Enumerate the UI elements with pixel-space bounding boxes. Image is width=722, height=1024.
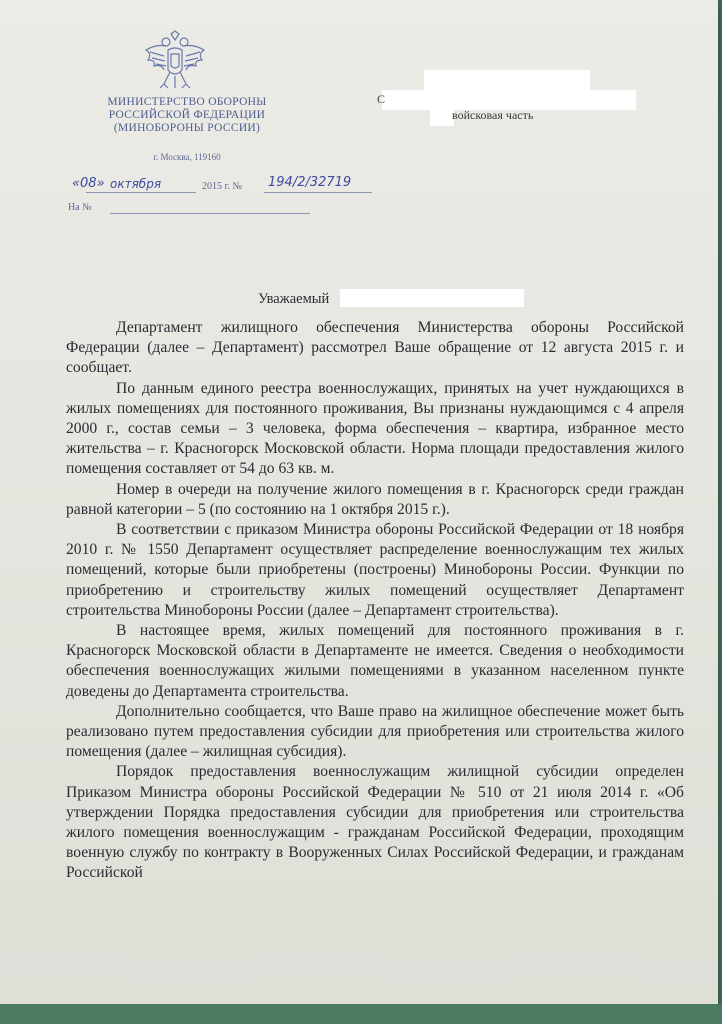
body-paragraph: Департамент жилищного обеспечения Министерства обороны Российской Федерации (далее – Департамент) рассмотрел Ваше обращение от 12 августа 2015 г. и сообщает. [66,319,684,377]
ministry-name-block [92,96,282,135]
ministry-line-2: РОССИЙСКОЙ ФЕДЕРАЦИИ [108,109,266,121]
body-paragraph: Дополнительно сообщается, что Ваше право на жилищное обеспечение может быть реализовано путем предоставления субсидии для приобретения или строительства жилого помещения (далее – жилищная субсидия). [66,702,684,761]
redaction-block [340,289,524,307]
ministry-line-1: МИНИСТЕРСТВО ОБОРОНЫ [107,96,267,108]
handwritten-month: октября [110,177,162,191]
body-paragraph: Порядок предоставления военнослужащим жилищной субсидии определен Приказом Министра обороны Российской Федерации № 510 от 21 июля 2014 г. «Об утверждении Порядка предоставления субсидии для приобретения или строительства жилого помещения военнослужащим - гражданам Российской Федерации, проходящим военную службу по контракту в Вооруженных Силах Российской Федерации, и гражданам Российской [66,763,684,882]
ministry-line-3: (МИНОБОРОНЫ РОССИИ) [113,122,261,134]
background-surface [0,1004,722,1024]
redaction-block [424,70,590,90]
body-paragraph: Номер в очереди на получение жилого помещения в г. Красногорск среди граждан равной категории – 5 (по состоянию на 1 октября 2015 г.). [66,480,684,518]
date-number-line [68,175,388,198]
recipient-initial: С [377,92,386,106]
date-underline [86,192,196,193]
letter-body [66,318,684,884]
redaction-block [382,90,636,110]
reference-line [68,202,328,216]
handwritten-day: «08» [72,176,105,191]
salutation: Уважаемый [258,291,330,307]
body-paragraph: В соответствии с приказом Министра обороны Российской Федерации от 18 ноября 2010 г. № 1550 Департамент осуществляет распределение военнослужащим тех жилых помещений, которые были приобретены (построены) Минобороны России. Функции по приобретению и строительству жилых помещений осуществляет Департамент строительства Минобороны России (далее – Департамент строительства). [66,521,684,619]
reference-underline [110,213,310,214]
double-headed-eagle-emblem-icon [140,30,210,92]
year-and-number-label: 2015 г. № [202,181,243,192]
body-paragraph: В настоящее время, жилых помещений для постоянного проживания в г. Красногорск Московской области в Департаменте не имеется. Сведения о необходимости обеспечения военнослужащих жилыми помещениями в указанном населенном пункте доведены до Департамента строительства. [66,622,684,700]
reference-label: На № [68,202,92,213]
redaction-block [430,110,454,126]
number-underline [264,192,372,193]
recipient-military-unit: войсковая часть [452,108,534,122]
ministry-address: г. Москва, 119160 [153,152,221,162]
body-paragraph: По данным единого реестра военнослужащих, принятых на учет нуждающихся в жилых помещениях для постоянного проживания, Вы признаны нуждающимся с 4 апреля 2000 г., состав семьи – 3 человека, форма обеспечения – квартира, избранное место жительства – г. Красногорск Московской области. Норма площади предоставления жилого помещения составляет от 54 до 63 кв. м. [66,379,684,478]
handwritten-doc-number: 194/2/32719 [268,175,352,190]
